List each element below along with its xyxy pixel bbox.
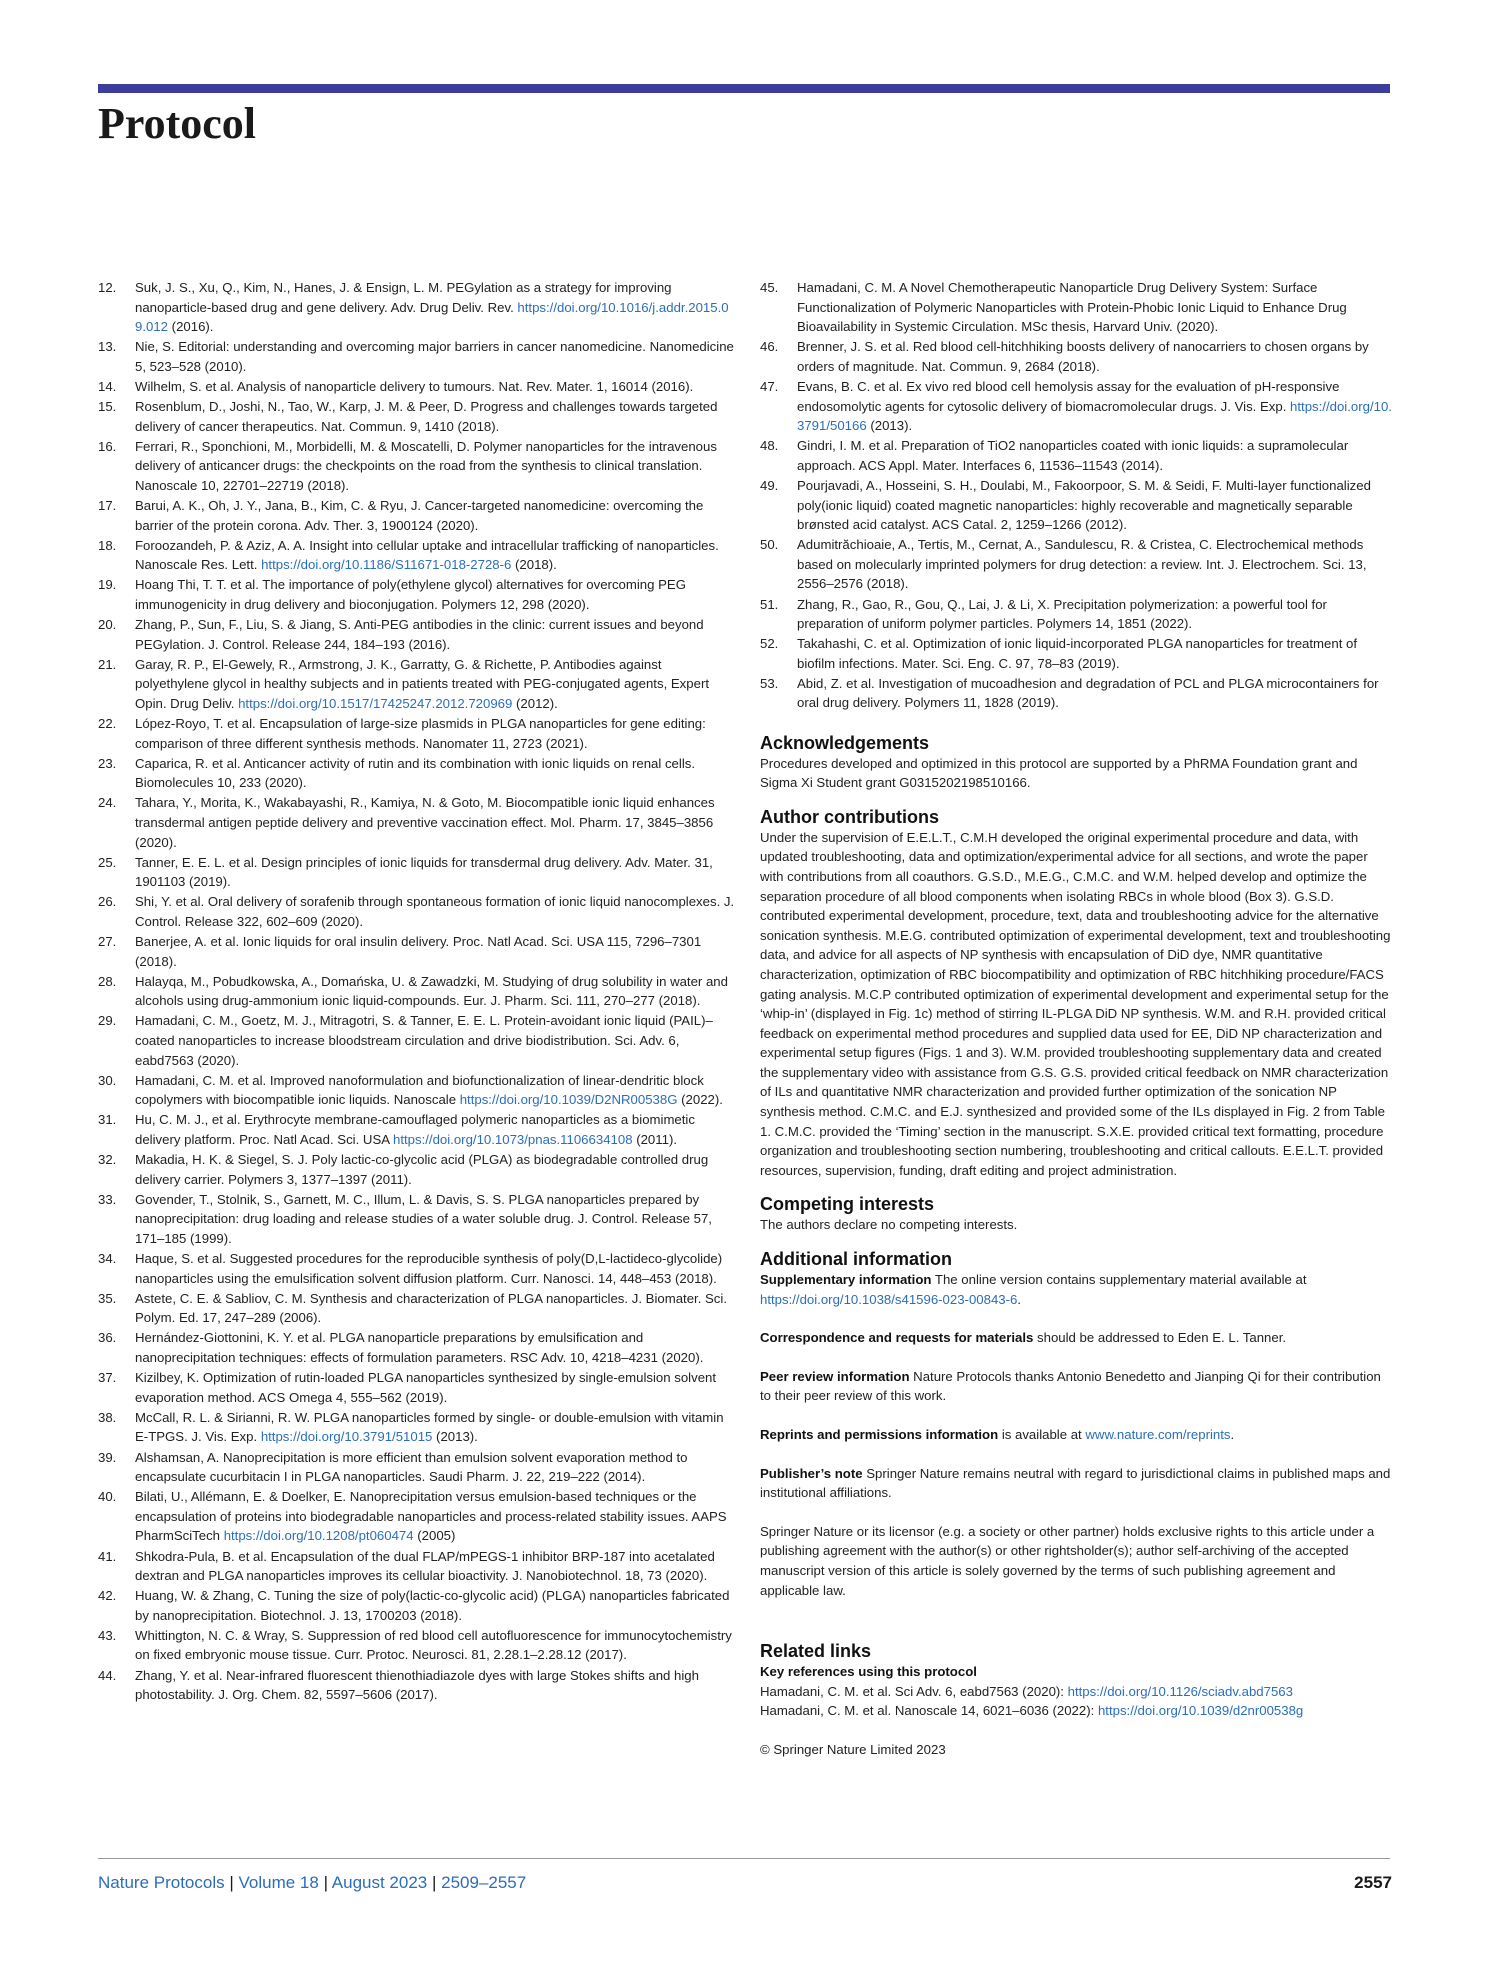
reference-item (760, 476, 1392, 535)
footer-separator: | (427, 1873, 442, 1892)
reference-text: López-Royo, T. et al. Encapsulation of large-size plasmids in PLGA nanoparticles for gene editing: comparison of three different synthesis methods. Nanomater 11, 2723 (2021). (135, 716, 706, 751)
reference-tail: (2011). (632, 1132, 677, 1148)
reference-text: Makadia, H. K. & Siegel, S. J. Poly lactic-co-glycolic acid (PLGA) as biodegradable controlled drug delivery carrier. Polymers 3, 1377–1397 (2011). (135, 1152, 709, 1187)
reference-item (98, 1586, 738, 1625)
related-links-heading: Related links (760, 1641, 872, 1662)
reference-text: Wilhelm, S. et al. Analysis of nanoparticle delivery to tumours. Nat. Rev. Mater. 1, 16014 (2016). (135, 378, 694, 394)
reference-number: 14. (98, 378, 117, 394)
reference-text: Kizilbey, K. Optimization of rutin-loaded PLGA nanoparticles synthesized by single-emulsion solvent evaporation method. ACS Omega 4, 555–562 (2019). (135, 1370, 717, 1405)
additional-information-heading: Additional information (760, 1249, 952, 1270)
reference-number: 15. (98, 399, 117, 415)
reference-item (98, 1666, 738, 1705)
reference-number: 30. (98, 1072, 117, 1088)
reference-number: 37. (98, 1370, 117, 1386)
publishers-note-text: Springer Nature remains neutral with regard to jurisdictional claims in published maps and institutional affiliations. (760, 1465, 1391, 1501)
peer-review-text: Nature Protocols thanks Antonio Benedetto and Jianping Qi for their contribution to their peer review of this work. (760, 1368, 1381, 1404)
reference-text: Nie, S. Editorial: understanding and overcoming major barriers in cancer nanomedicine. Nanomedicine 5, 523–528 (2010). (135, 339, 734, 374)
reference-number: 29. (98, 1013, 117, 1029)
reference-tail: (2013). (866, 418, 913, 434)
reference-number: 25. (98, 854, 117, 870)
reference-item (98, 397, 738, 436)
reference-item (98, 793, 738, 852)
reference-number: 47. (760, 378, 779, 394)
reference-number: 52. (760, 636, 779, 652)
reference-item (98, 853, 738, 892)
reference-item (98, 377, 738, 397)
reference-number: 48. (760, 438, 779, 454)
footer-date: August 2023 (331, 1873, 428, 1892)
reference-number: 42. (98, 1588, 117, 1604)
reference-number: 36. (98, 1330, 117, 1346)
references-left-column (98, 278, 738, 1705)
reference-text: Whittington, N. C. & Wray, S. Suppression of red blood cell autofluorescence for immunocytochemistry on fixed embryonic mouse tissue. Curr. Protoc. Neurosci. 81, 2.28.1–2.28.12 (2017). (135, 1627, 732, 1663)
reference-item (760, 595, 1392, 634)
reference-number: 50. (760, 537, 779, 553)
rights-statement: Springer Nature or its licensor (e.g. a society or other partner) holds exclusive rights to this article under a publishing agreement with the author(s) or other rightsholder(s); author self-archiving of the accepted manuscript version of this article is solely governed by the terms of such publishing agreement and applicable law. (760, 1523, 1375, 1598)
footer-pages: 2509–2557 (441, 1873, 527, 1892)
reference-item (98, 278, 738, 337)
reprints-information (760, 1425, 1392, 1445)
reference-item (98, 1150, 738, 1189)
reference-number: 21. (98, 656, 117, 672)
reference-text: Takahashi, C. et al. Optimization of ionic liquid-incorporated PLGA nanoparticles for treatment of biofilm infections. Mater. Sci. Eng. C. 97, 78–83 (2019). (797, 636, 1358, 671)
reference-text: Rosenblum, D., Joshi, N., Tao, W., Karp, J. M. & Peer, D. Progress and challenges towards targeted delivery of cancer therapeutics. Nat. Commun. 9, 1410 (2018). (135, 399, 718, 434)
reference-number: 45. (760, 280, 779, 295)
reference-item (98, 1487, 738, 1546)
footer-citation (98, 1872, 526, 1894)
author-contributions-heading: Author contributions (760, 806, 939, 827)
reference-number: 20. (98, 617, 117, 633)
reference-text: Pourjavadi, A., Hosseini, S. H., Doulabi, M., Fakoorpoor, S. M. & Seidi, F. Multi-layer functionalized poly(ionic liquid) coated magnetic nanoparticles: highly recoverable and magnetically separable brønsted acid catalyst. ACS Catal. 2, 1259–1266 (2012). (797, 477, 1371, 533)
reference-item (98, 1626, 738, 1665)
reference-number: 31. (98, 1112, 117, 1128)
related-links-subheading: Key references using this protocol (760, 1664, 977, 1680)
reference-text: Govender, T., Stolnik, S., Garnett, M. C., Illum, L. & Davis, S. S. PLGA nanoparticles prepared by nanoprecipitation: drug loading and release studies of a water soluble drug. J. Control. Release 57, 171–185 (1999). (135, 1191, 712, 1246)
reference-number: 39. (98, 1449, 117, 1465)
reference-item (98, 1249, 738, 1288)
reference-number: 23. (98, 755, 117, 771)
reference-item (760, 535, 1392, 594)
supplementary-label: Supplementary information (760, 1272, 932, 1288)
right-column (760, 278, 1392, 1760)
header-accent-bar (98, 84, 1390, 93)
reference-item (98, 1071, 738, 1110)
reference-item (98, 1110, 738, 1149)
copyright: © Springer Nature Limited 2023 (760, 1741, 946, 1757)
publishers-note-label: Publisher’s note (760, 1465, 863, 1481)
reference-text: Huang, W. & Zhang, C. Tuning the size of poly(lactic-co-glycolic acid) (PLGA) nanoparticles fabricated by nanoprecipitation. Biotechnol. J. 13, 1700203 (2018). (135, 1588, 730, 1623)
reference-number: 34. (98, 1251, 117, 1267)
related-link-url[interactable]: https://doi.org/10.1039/d2nr00538g (1097, 1703, 1304, 1719)
reference-item (98, 754, 738, 793)
supplementary-link[interactable]: https://doi.org/10.1038/s41596-023-00843-6 (760, 1291, 1018, 1307)
reference-text: Zhang, R., Gao, R., Gou, Q., Lai, J. & Li, X. Precipitation polymerization: a powerful tool for preparation of uniform polymer particles. Polymers 14, 1851 (2022). (797, 596, 1327, 632)
reference-text: Shi, Y. et al. Oral delivery of sorafenib through spontaneous formation of ionic liquid nanocomplexes. J. Control. Release 322, 602–609 (2020). (135, 894, 735, 929)
reference-item (98, 1368, 738, 1407)
reference-item (98, 536, 738, 575)
competing-interests-text: The authors declare no competing interests. (760, 1217, 1018, 1233)
reference-number: 28. (98, 973, 117, 989)
reference-number: 49. (760, 477, 779, 493)
reference-doi-link[interactable]: https://doi.org/10.1517/17425247.2012.720969 (238, 695, 513, 711)
reference-list-right (760, 278, 1392, 713)
reference-item (98, 714, 738, 753)
footer-separator: | (224, 1873, 239, 1892)
reference-item (98, 1289, 738, 1328)
reference-text: Halayqa, M., Pobudkowska, A., Domańska, U. & Zawadzki, M. Studying of drug solubility in water and alcohols using drug-ammonium ionic liquid-compounds. Eur. J. Pharm. Sci. 111, 270–277 (2018). (135, 973, 728, 1009)
related-link-item (760, 1701, 1392, 1721)
related-link-item (760, 1682, 1392, 1702)
reference-text: Hernández-Giottonini, K. Y. et al. PLGA nanoparticle preparations by emulsification and nanoprecipitation techniques: effects of formulation parameters. RSC Adv. 10, 4218–4231 (2020). (135, 1330, 704, 1366)
reference-item (760, 278, 1392, 337)
reference-item (98, 1408, 738, 1447)
reference-doi-link[interactable]: https://doi.org/10.1208/pt060474 (223, 1528, 414, 1544)
reference-text: Shkodra-Pula, B. et al. Encapsulation of the dual FLAP/mPEGS-1 inhibitor BRP-187 into acetalated dextran and PLGA nanoparticles improves its cellular bioactivity. J. Nanobiotechnol. 18, 73 (2020). (135, 1548, 715, 1584)
reference-text: Hamadani, C. M., Goetz, M. J., Mitragotri, S. & Tanner, E. E. L. Protein-avoidant ionic liquid (PAIL)–coated nanoparticles to increase bloodstream circulation and drive biodistribution. Sci. Adv. 6, eabd7563 (2020). (135, 1013, 713, 1068)
reference-number: 12. (98, 280, 117, 295)
reference-doi-link[interactable]: https://doi.org/10.1039/D2NR00538G (459, 1092, 678, 1108)
reference-item (98, 615, 738, 654)
author-contributions-text: Under the supervision of E.E.L.T., C.M.H developed the original experimental procedure and data, with updated troubleshooting, data and optimization/experimental advice for all sections, and wrote the paper with contributions from all coauthors. G.S.D., M.E.G., C.M.C. and W.M. helped develop and optimize the separation procedure of all blood components when isolating RBCs in whole blood (Box 3). G.S.D. contributed experimental development, procedure, text, data and troubleshooting advice for the alternative sonication synthesis. M.E.G. contributed optimization of experimental development, text and troubleshooting data, and advice for all aspects of NP synthesis with encapsulation of DiD dye, NMR quantitative characterization, optimization of RBC biocompatibility and optimization of RBC hitchhiking procedure/FACS gating analysis. M.C.P contributed optimization of experimental development and experimental setup for the ‘whip-in’ (displayed in Fig. 1c) method of stirring IL-PLGA DiD NP synthesis. W.M. and R.H. provided critical feedback on experimental method procedures and supplied data used for EE, DiD NP characterization and experimental setup figures (Figs. 1 and 3). W.M. provided troubleshooting supplementary data and created the supplementary video with assistance from G.S. G.S. provided critical feedback on NMR characterization of ILs and quantitative NMR characterization and provided further optimization of the sonication NP synthesis method. C.M.C. and E.J. synthesized and provided some of the ILs displayed in Fig. 2 from Table 1. C.M.C. provided the ‘Timing’ section in the manuscript. S.X.E. provided critical text formatting, procedure organization and troubleshooting section numbering, troubleshooting and critical callouts. E.E.L.T. provided resources, supervision, funding, draft editing and project administration. (760, 829, 1391, 1178)
reference-text: McCall, R. L. & Sirianni, R. W. PLGA nanoparticles formed by single- or double-emulsion with vitamin E-TPGS. J. Vis. Exp. (135, 1409, 724, 1445)
reference-number: 24. (98, 795, 117, 811)
reference-text: Hu, C. M. J., et al. Erythrocyte membrane-camouflaged polymeric nanoparticles as a biomimetic delivery platform. Proc. Natl Acad. Sci. USA (135, 1112, 695, 1148)
correspondence-label: Correspondence and requests for materials (760, 1330, 1034, 1346)
reference-text: Astete, C. E. & Sabliov, C. M. Synthesis and characterization of PLGA nanoparticles. J. Biomater. Sci. Polym. Ed. 17, 247–289 (2006). (135, 1290, 727, 1326)
supplementary-information (760, 1270, 1392, 1309)
reference-item (98, 1011, 738, 1070)
reference-item (98, 337, 738, 376)
footer-journal-name[interactable]: Nature Protocols (98, 1873, 225, 1892)
reference-number: 40. (98, 1489, 117, 1505)
reference-text: Garay, R. P., El-Gewely, R., Armstrong, J. K., Garratty, G. & Richette, P. Antibodies against polyethylene glycol in healthy subjects and in patients treated with PEG-conjugated agents, Expert Opin. Drug Deliv. (135, 656, 710, 711)
reference-list-left (98, 278, 738, 1705)
reference-number: 22. (98, 716, 117, 732)
reference-doi-link[interactable]: https://doi.org/10.3791/50166 (797, 398, 1392, 434)
related-link-text: Hamadani, C. M. et al. Sci Adv. 6, eabd7563 (2020): (760, 1683, 1068, 1699)
page-label: Protocol (98, 99, 257, 148)
reference-number: 26. (98, 894, 117, 910)
reference-item (98, 655, 738, 714)
reference-number: 35. (98, 1290, 117, 1306)
competing-interests-heading: Competing interests (760, 1194, 935, 1215)
reference-number: 16. (98, 438, 117, 454)
reference-tail: (2018). (511, 557, 557, 573)
supplementary-tail: . (1017, 1291, 1022, 1307)
peer-review-label: Peer review information (760, 1368, 910, 1384)
reference-number: 17. (98, 498, 117, 514)
reference-doi-link[interactable]: https://doi.org/10.1016/j.addr.2015.09.012 (135, 299, 729, 335)
reference-text: Barui, A. K., Oh, J. Y., Jana, B., Kim, C. & Ryu, J. Cancer-targeted nanomedicine: overcoming the barrier of the protein corona. Adv. Ther. 3, 1900124 (2020). (135, 498, 704, 533)
reference-text: Hoang Thi, T. T. et al. The importance of poly(ethylene glycol) alternatives for overcoming PEG immunogenicity in drug delivery and bioconjugation. Polymers 12, 298 (2020). (135, 577, 686, 612)
reference-number: 19. (98, 577, 117, 593)
correspondence-text: should be addressed to Eden E. L. Tanner. (1033, 1330, 1287, 1346)
reference-text: Zhang, Y. et al. Near-infrared fluorescent thienothiadiazole dyes with large Stokes shifts and high photostability. J. Org. Chem. 82, 5597–5606 (2017). (135, 1667, 699, 1703)
reprints-tail: . (1230, 1427, 1235, 1442)
reference-text: Abid, Z. et al. Investigation of mucoadhesion and degradation of PCL and PLGA microcontainers for oral drug delivery. Polymers 11, 1828 (2019). (797, 675, 1379, 711)
footer-separator: | (318, 1873, 332, 1892)
reference-item (98, 972, 738, 1011)
reference-item (98, 892, 738, 931)
reference-doi-link[interactable]: https://doi.org/10.3791/51015 (260, 1429, 433, 1445)
reference-text: Alshamsan, A. Nanoprecipitation is more efficient than emulsion solvent evaporation method to encapsulate cucurbitacin I in PLGA nanoparticles. Saudi Pharm. J. 22, 219–222 (2014). (135, 1449, 688, 1485)
reprints-label: Reprints and permissions information (760, 1427, 999, 1442)
reference-tail: (2005) (413, 1528, 456, 1544)
reprints-link[interactable]: www.nature.com/reprints (1085, 1427, 1231, 1442)
related-link-text: Hamadani, C. M. et al. Nanoscale 14, 6021–6036 (2022): (760, 1703, 1098, 1719)
reference-number: 53. (760, 675, 779, 691)
footer-volume: Volume 18 (238, 1873, 319, 1892)
reference-number: 13. (98, 339, 117, 355)
reference-tail: (2013). (432, 1429, 478, 1445)
reference-item (98, 496, 738, 535)
page-number: 2557 (1354, 1873, 1392, 1892)
reference-tail: (2012). (512, 695, 558, 711)
reference-number: 33. (98, 1191, 117, 1207)
reference-text: Gindri, I. M. et al. Preparation of TiO2 nanoparticles coated with ionic liquids: a supramolecular approach. ACS Appl. Mater. Interfaces 6, 11536–11543 (2014). (797, 438, 1349, 473)
reference-text: Zhang, P., Sun, F., Liu, S. & Jiang, S. Anti-PEG antibodies in the clinic: current issues and beyond PEGylation. J. Control. Release 244, 184–193 (2016). (135, 617, 704, 652)
reference-item (98, 1328, 738, 1367)
publishers-note (760, 1464, 1392, 1503)
supplementary-text: The online version contains supplementary material available at (931, 1272, 1307, 1288)
correspondence (760, 1328, 1392, 1348)
reference-item (98, 575, 738, 614)
reference-text: Adumitrăchioaie, A., Tertis, M., Cernat, A., Sandulescu, R. & Cristea, C. Electrochemical methods based on molecularly imprinted polymers for drug detection: a review. Int. J. Electrochem. Sci. 13, 2556–2576 (2018). (797, 537, 1367, 592)
reference-item (760, 674, 1392, 713)
reference-text: Brenner, J. S. et al. Red blood cell-hitchhiking boosts delivery of nanocarriers to chosen organs by orders of magnitude. Nat. Commun. 9, 2684 (2018). (797, 339, 1369, 374)
reference-text: Suk, J. S., Xu, Q., Kim, N., Hanes, J. & Ensign, L. M. PEGylation as a strategy for improving nanoparticle-based drug and gene delivery. Adv. Drug Deliv. Rev. (135, 280, 672, 315)
related-link-url[interactable]: https://doi.org/10.1126/sciadv.abd7563 (1067, 1683, 1293, 1699)
reference-item (98, 1448, 738, 1487)
reference-number: 27. (98, 934, 117, 950)
reference-number: 18. (98, 537, 117, 553)
reference-number: 43. (98, 1627, 117, 1643)
reference-text: Tahara, Y., Morita, K., Wakabayashi, R., Kamiya, N. & Goto, M. Biocompatible ionic liquid enhances transdermal antigen peptide delivery and preventive vaccination effect. Mol. Pharm. 17, 3845–3856 (2020). (135, 795, 715, 850)
reference-text: Foroozandeh, P. & Aziz, A. A. Insight into cellular uptake and intracellular trafficking of nanoparticles. Nanoscale Res. Lett. (135, 537, 719, 573)
reference-item (760, 377, 1392, 436)
reference-item (98, 1190, 738, 1249)
reference-text: Ferrari, R., Sponchioni, M., Morbidelli, M. & Moscatelli, D. Polymer nanoparticles for the intravenous delivery of anticancer drugs: the checkpoints on the road from the synthesis to clinical translation. Nanoscale 10, 22701–22719 (2018). (135, 438, 717, 493)
reference-text: Bilati, U., Allémann, E. & Doelker, E. Nanoprecipitation versus emulsion-based techniques or the encapsulation of proteins into biodegradable nanoparticles and process-related stability issues. AAPS PharmSciTech (135, 1489, 727, 1544)
reference-doi-link[interactable]: https://doi.org/10.1073/pnas.1106634108 (393, 1132, 633, 1148)
reference-item (98, 1547, 738, 1586)
reference-item (760, 337, 1392, 376)
reference-text: Banerjee, A. et al. Ionic liquids for oral insulin delivery. Proc. Natl Acad. Sci. USA 115, 7296–7301 (2018). (135, 934, 702, 969)
reference-tail: (2016). (168, 319, 214, 335)
reference-item (760, 436, 1392, 475)
reference-doi-link[interactable]: https://doi.org/10.1186/S11671-018-2728-6 (261, 557, 512, 573)
reference-number: 41. (98, 1548, 117, 1564)
reference-number: 44. (98, 1667, 117, 1683)
reference-text: Hamadani, C. M. A Novel Chemotherapeutic Nanoparticle Drug Delivery System: Surface Functionalization of Polymeric Nanoparticles with Protein-Phobic Ionic Liquid to Enhance Drug Bioavailability in Systemic Circulation. MSc thesis, Harvard Univ. (2020). (797, 280, 1347, 335)
reference-text: Evans, B. C. et al. Ex vivo red blood cell hemolysis assay for the evaluation of pH-responsive endosomolytic agents for cytosolic delivery of biomacromolecular drugs. J. Vis. Exp. (797, 378, 1340, 414)
footer-divider (98, 1858, 1390, 1859)
reference-item (98, 437, 738, 496)
reference-number: 51. (760, 596, 779, 612)
reference-number: 38. (98, 1409, 117, 1425)
reference-number: 46. (760, 339, 779, 355)
acknowledgements-text: Procedures developed and optimized in this protocol are supported by a PhRMA Foundation grant and Sigma Xi Student grant G0315202198510166. (760, 755, 1358, 791)
reference-text: Caparica, R. et al. Anticancer activity of rutin and its combination with ionic liquids on renal cells. Biomolecules 10, 233 (2020). (135, 755, 696, 791)
reference-text: Hamadani, C. M. et al. Improved nanoformulation and biofunctionalization of linear-dendritic block copolymers with biocompatible ionic liquids. Nanoscale (135, 1072, 704, 1108)
reference-text: Tanner, E. E. L. et al. Design principles of ionic liquids for transdermal drug delivery. Adv. Mater. 31, 1901103 (2019). (135, 854, 713, 890)
reference-text: Haque, S. et al. Suggested procedures for the reproducible synthesis of poly(D,L-lactideco-glycolide) nanoparticles using the emulsification solvent diffusion platform. Curr. Nanosci. 14, 448–453 (2018). (135, 1251, 723, 1286)
reference-tail: (2022). (677, 1092, 723, 1108)
reprints-text: is available at (998, 1427, 1086, 1442)
peer-review-information (760, 1367, 1392, 1406)
reference-item (760, 634, 1392, 673)
acknowledgements-heading: Acknowledgements (760, 732, 930, 753)
reference-number: 32. (98, 1152, 117, 1168)
reference-item (98, 932, 738, 971)
